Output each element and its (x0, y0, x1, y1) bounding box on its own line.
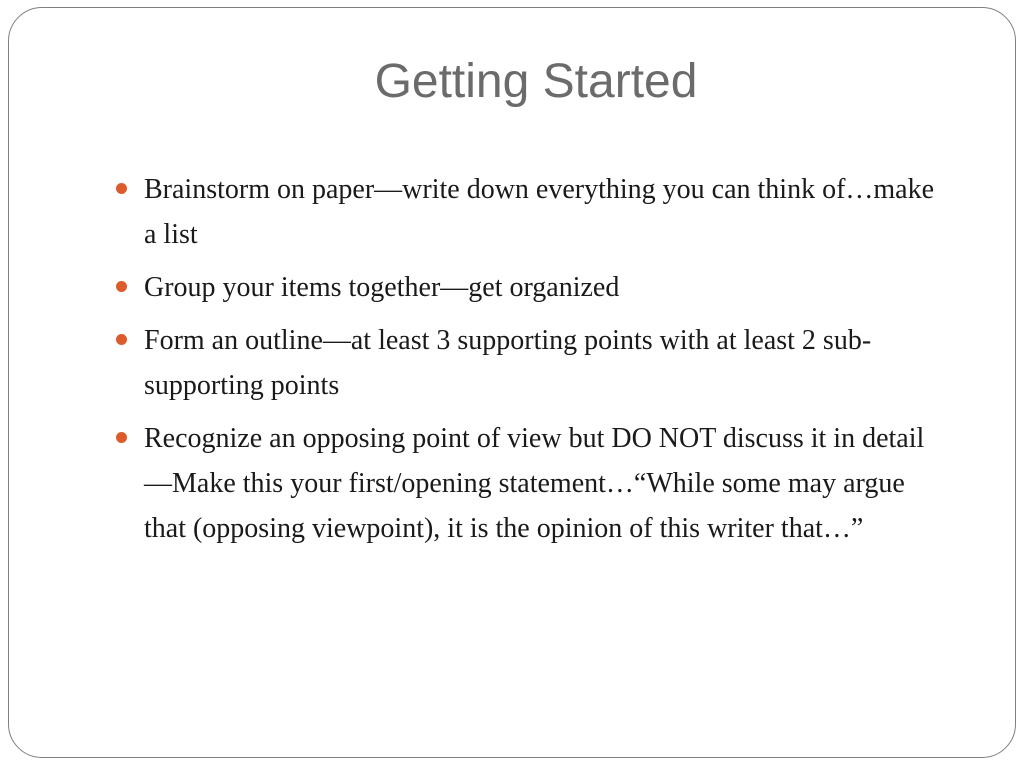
bullet-dot-icon (116, 432, 127, 443)
bullet-dot-icon (116, 281, 127, 292)
slide-title: Getting Started (374, 55, 698, 108)
bullet-list (116, 167, 952, 559)
bullet-text: Recognize an opposing point of view but DO NOT discuss it in detail—Make this your first/opening statement…“While some may argue that (opposing viewpoint), it is the opinion of this writer that…” (144, 423, 925, 544)
bullet-text: Brainstorm on paper—write down everything you can think of…make a list (144, 174, 935, 250)
bullet-item (116, 265, 952, 310)
bullet-item (116, 416, 952, 551)
bullet-text: Group your items together—get organized (144, 272, 620, 303)
bullet-text: Form an outline—at least 3 supporting points with at least 2 sub-supporting points (144, 325, 872, 401)
bullet-item (116, 318, 952, 408)
bullet-dot-icon (116, 183, 127, 194)
bullet-dot-icon (116, 334, 127, 345)
bullet-item (116, 167, 952, 257)
